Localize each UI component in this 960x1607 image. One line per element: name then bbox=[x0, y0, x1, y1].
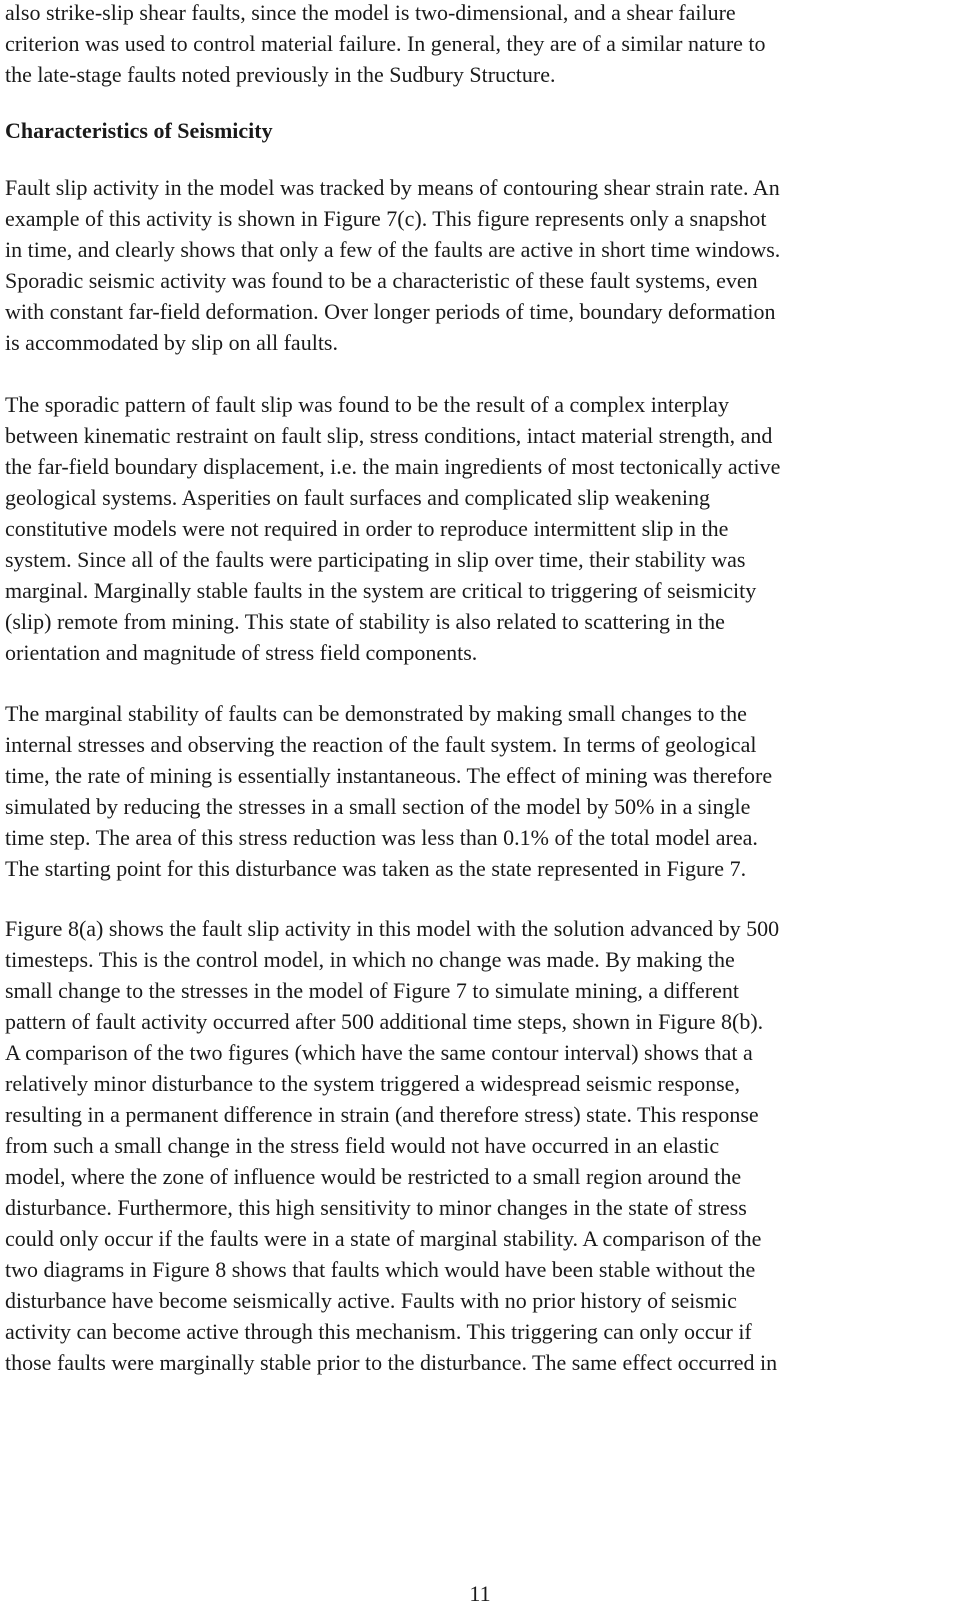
text-line: The marginal stability of faults can be demonstrated by making small changes to the bbox=[5, 701, 747, 726]
text-line: resulting in a permanent difference in strain (and therefore stress) state. This response bbox=[5, 1102, 759, 1127]
page-number: 11 bbox=[469, 1581, 491, 1606]
text-line: is accommodated by slip on all faults. bbox=[5, 330, 338, 355]
text-line: disturbance have become seismically active. Faults with no prior history of seismic bbox=[5, 1288, 737, 1313]
text-line: Figure 8(a) shows the fault slip activity in this model with the solution advanced by 500 bbox=[5, 916, 780, 941]
text-line: the far-field boundary displacement, i.e. the main ingredients of most tectonically active bbox=[5, 454, 781, 479]
text-line: Fault slip activity in the model was tracked by means of contouring shear strain rate. An bbox=[5, 175, 780, 200]
text-line: relatively minor disturbance to the system triggered a widespread seismic response, bbox=[5, 1071, 740, 1096]
section-heading bbox=[5, 115, 955, 146]
heading-text: Characteristics of Seismicity bbox=[5, 118, 273, 143]
paragraph-figure-8 bbox=[5, 913, 955, 1378]
paragraph-marginal-stability bbox=[5, 698, 955, 884]
text-line: pattern of fault activity occurred after 500 additional time steps, shown in Figure 8(b). bbox=[5, 1009, 764, 1034]
paragraph-sporadic-pattern bbox=[5, 389, 955, 668]
text-line: also strike-slip shear faults, since the model is two-dimensional, and a shear failure bbox=[5, 0, 736, 25]
text-line: example of this activity is shown in Figure 7(c). This figure represents only a snapshot bbox=[5, 206, 767, 231]
text-line: orientation and magnitude of stress field components. bbox=[5, 640, 478, 665]
text-line: timesteps. This is the control model, in which no change was made. By making the bbox=[5, 947, 735, 972]
text-line: could only occur if the faults were in a state of marginal stability. A comparison of the bbox=[5, 1226, 762, 1251]
text-line: A comparison of the two figures (which have the same contour interval) shows that a bbox=[5, 1040, 753, 1065]
text-line: simulated by reducing the stresses in a small section of the model by 50% in a single bbox=[5, 794, 751, 819]
paragraph-continuation bbox=[5, 0, 955, 90]
paragraph-fault-slip-activity bbox=[5, 172, 955, 358]
text-line: The sporadic pattern of fault slip was found to be the result of a complex interplay bbox=[5, 392, 729, 417]
text-line: Sporadic seismic activity was found to be a characteristic of these fault systems, even bbox=[5, 268, 758, 293]
text-line: geological systems. Asperities on fault surfaces and complicated slip weakening bbox=[5, 485, 711, 510]
text-line: model, where the zone of influence would be restricted to a small region around the bbox=[5, 1164, 742, 1189]
text-line: time, the rate of mining is essentially instantaneous. The effect of mining was therefore bbox=[5, 763, 773, 788]
text-line: time step. The area of this stress reduction was less than 0.1% of the total model area. bbox=[5, 825, 758, 850]
text-line: from such a small change in the stress field would not have occurred in an elastic bbox=[5, 1133, 720, 1158]
text-line: system. Since all of the faults were participating in slip over time, their stability was bbox=[5, 547, 746, 572]
text-line: internal stresses and observing the reaction of the fault system. In terms of geological bbox=[5, 732, 757, 757]
text-line: two diagrams in Figure 8 shows that faults which would have been stable without the bbox=[5, 1257, 756, 1282]
text-line: activity can become active through this mechanism. This triggering can only occur if bbox=[5, 1319, 752, 1344]
text-line: small change to the stresses in the model of Figure 7 to simulate mining, a different bbox=[5, 978, 739, 1003]
text-line: with constant far-field deformation. Over longer periods of time, boundary deformation bbox=[5, 299, 776, 324]
text-line: between kinematic restraint on fault slip, stress conditions, intact material strength, and bbox=[5, 423, 773, 448]
text-line: criterion was used to control material failure. In general, they are of a similar nature to bbox=[5, 31, 766, 56]
text-line: The starting point for this disturbance was taken as the state represented in Figure 7. bbox=[5, 856, 747, 881]
text-line: disturbance. Furthermore, this high sensitivity to minor changes in the state of stress bbox=[5, 1195, 747, 1220]
text-line: constitutive models were not required in order to reproduce intermittent slip in the bbox=[5, 516, 729, 541]
text-line: (slip) remote from mining. This state of stability is also related to scattering in the bbox=[5, 609, 725, 634]
text-line: those faults were marginally stable prior to the disturbance. The same effect occurred in bbox=[5, 1350, 778, 1375]
text-line: marginal. Marginally stable faults in the system are critical to triggering of seismicity bbox=[5, 578, 757, 603]
text-line: the late-stage faults noted previously in the Sudbury Structure. bbox=[5, 62, 556, 87]
text-line: in time, and clearly shows that only a few of the faults are active in short time windows. bbox=[5, 237, 781, 262]
